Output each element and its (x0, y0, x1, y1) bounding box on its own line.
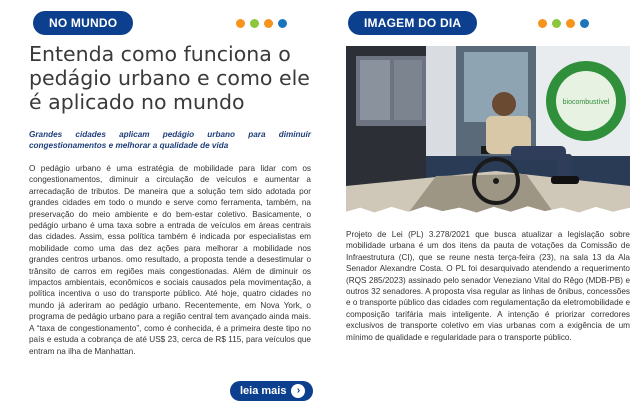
image-caption-body: Projeto de Lei (PL) 3.278/2021 que busca atualizar a legislação sobre mobilidade urbana é um dos itens da pauta de votações da Comissão de Infraestrutura (CI), que se reune nesta terça-feira (23), na sala 13 da Ala Senador Alexandre Costa. O PL foi desarquivado atendendo a requerimento (RQS 285/2023) assinado pelo senador Veneziano Vital do Rêgo (MDB-PB) e outros 32 senadores. A proposta visa regular as linhas de ônibus, concessões e o transporte público das cidades com regulamentação da eletromobilidade e composição tarifária mais inteligente. A intenção é priorizar corredores exclusivos de transporte coletivo em vias urbanas com a exigência de um mínimo de qualidade e regularidade para o transporte público. (346, 230, 631, 342)
read-more-label: leia mais (240, 385, 287, 397)
article-headline[interactable]: Entenda como funciona o pedágio urbano e como ele é aplicado no mundo (29, 42, 310, 114)
dot-orange (236, 19, 245, 28)
dot-blue (580, 19, 589, 28)
dot-orange-2 (566, 19, 575, 28)
section-label: NO MUNDO (33, 11, 133, 35)
dot-orange-2 (264, 19, 273, 28)
bus-sign-text: biocombustível (562, 99, 610, 106)
dot-blue (278, 19, 287, 28)
dot-orange (538, 19, 547, 28)
decorative-dots (236, 19, 287, 28)
dot-green (552, 19, 561, 28)
decorative-dots (538, 19, 589, 28)
chevron-right-icon: › (291, 384, 305, 398)
article-body: O pedágio urbano é uma estratégia de mobilidade para lidar com os congestionamentos, diminuir a circulação de veículos e aumentar a arrecadação de tributos. De maneira que a solução tem sido adotada por grandes cidades em todo o mundo e serve como ferramenta, também, na preservação do meio ambiente e do bem-estar coletivo. Basicamente, o pedágio urbano é uma taxa sobre a entrada de veículos em áreas centrais das cidades. Assim, essa política também é indicada por especialistas em mobilidade como uma das dez ações para melhorar a mobilidade nos grandes centros urbanos. omo resultado, a proposta tende a desestimular o trânsito de carros em regiões mais congestionadas. Além de diminuir os impactos ambientais, econômicos e sociais causados pela movimentação, a política incentiva o uso do transporte público. Até hoje, quatro cidades no mundo já aderiram ao pedágio urbano. Recentemente, em Nova York, o programa de pedágio urbano para a região central tem avançado ainda mais. A “taxa de congestionamento”, como é conhecida, é a primeira deste tipo no país e estuda a cobrança de até US$ 23, cerca de R$ 115, para veículos que entram na ilha de Manhattan. (29, 164, 311, 356)
bus-scene-illustration (346, 46, 630, 216)
read-more-button[interactable] (230, 381, 313, 401)
image-of-the-day-column (338, 0, 641, 411)
dot-green (250, 19, 259, 28)
article-subtitle: Grandes cidades aplicam pedágio urbano para diminuir congestionamentos e melhorar a qualidade de vida (29, 130, 311, 150)
section-label: IMAGEM DO DIA (348, 11, 477, 35)
photo-wheelchair-bus (346, 46, 630, 216)
